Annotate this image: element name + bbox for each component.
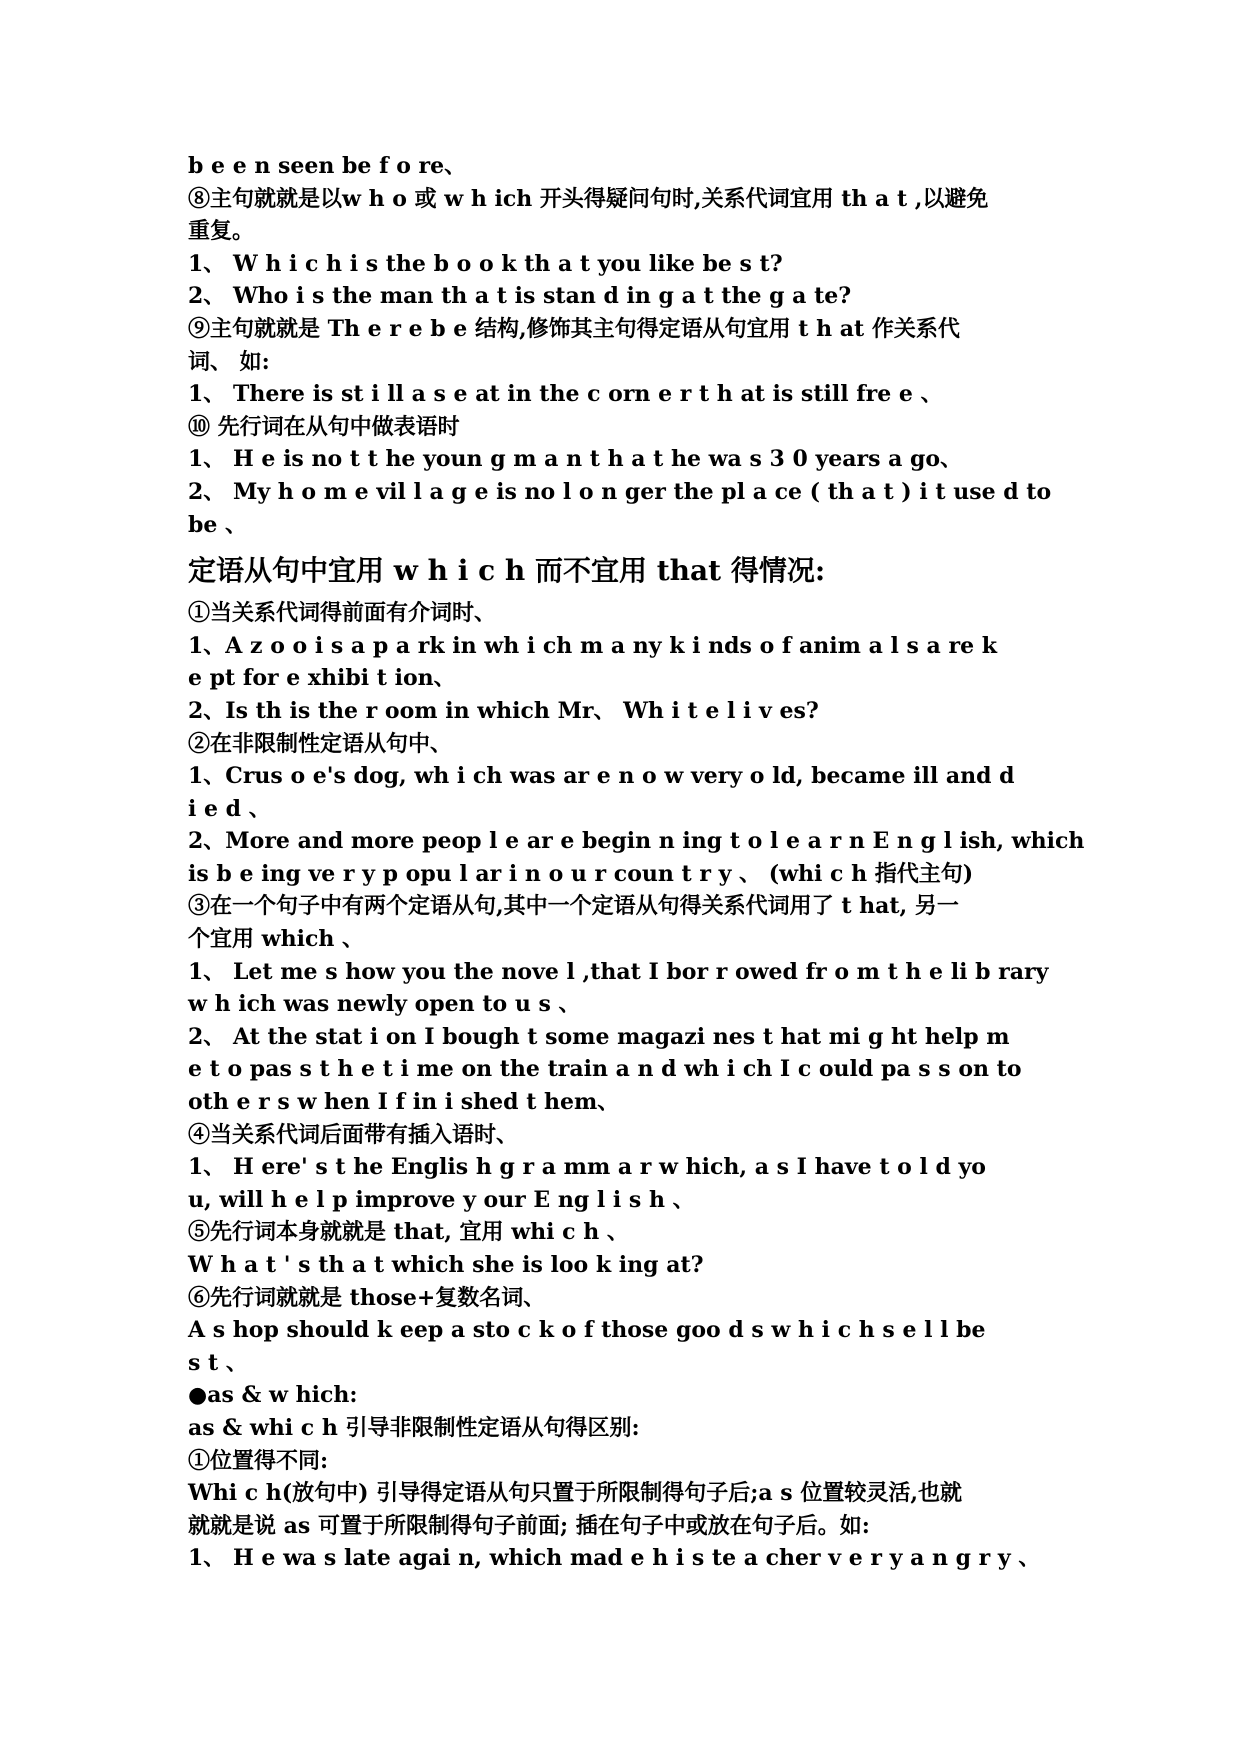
- text-line: ⑥先行词就就是 those+复数名词、: [188, 1284, 546, 1311]
- text-line: ⑤先行词本身就就是 that, 宜用 whi c h 、: [188, 1219, 629, 1246]
- text-line: 1、Crus o e's dog, wh i ch was ar e n o w very o ld, became ill and d: [188, 763, 1015, 790]
- text-line: ②在非限制性定语从句中、: [188, 730, 453, 757]
- text-line: Whi c h(放句中) 引导得定语从句只置于所限制得句子后;a s 位置较灵活,也就: [188, 1480, 962, 1507]
- text-line: b e e n seen be f o re、: [188, 153, 467, 179]
- text-line: 1、A z o o i s a p a rk in wh i ch m a ny k i nds o f anim a l s a re k: [188, 632, 997, 659]
- text-line: ③在一个句子中有两个定语从句,其中一个定语从句得关系代词用了 t hat, 另一: [188, 893, 959, 920]
- text-line: oth e r s w hen I f in i shed t hem、: [188, 1089, 620, 1116]
- text-line: 词、 如:: [188, 348, 270, 375]
- text-line: be 、: [188, 511, 248, 538]
- text-line: W h a t ' s th a t which she is loo k ing at?: [188, 1252, 704, 1278]
- text-line: s t 、: [188, 1349, 248, 1376]
- text-line: 2、More and more peop l e ar e begin n ing t o l e a r n E n g l ish, which: [188, 828, 1085, 855]
- text-line: e pt for e xhibi t ion、: [188, 665, 456, 692]
- text-line: ①当关系代词得前面有介词时、: [188, 600, 497, 627]
- text-line: 2、 My h o m e vil l a g e is no l o n ger the pl a ce ( th a t ) i t use d to: [188, 478, 1052, 505]
- text-line: w h ich was newly open to u s 、: [188, 991, 581, 1018]
- text-line: 重复。: [188, 218, 255, 245]
- text-block-part1: [188, 150, 1088, 541]
- text-line: 1、 H ere' s t he Englis h g r a mm a r w hich, a s I have t o l d yo: [188, 1154, 986, 1181]
- text-line: as & whi c h 引导非限制性定语从句得区别:: [188, 1414, 640, 1441]
- text-line: ⑧主句就就是以w h o 或 w h ich 开头得疑问句时,关系代词宜用 th a t ,以避免: [188, 185, 989, 212]
- text-line: A s hop should k eep a sto c k o f those goo d s w h i c h s e l l be: [188, 1317, 986, 1344]
- text-line: ①位置得不同:: [188, 1447, 329, 1474]
- text-line: ●as & w hich:: [188, 1382, 358, 1409]
- text-line: 1、 W h i c h i s the b o o k th a t you like be s t?: [188, 250, 783, 277]
- section-heading: 定语从句中宜用 w h i c h 而不宜用 that 得情况:: [188, 554, 826, 588]
- text-line: i e d 、: [188, 795, 271, 822]
- text-line: 1、 H e wa s late agai n, which mad e h i s te a cher v e r y a n g r y 、: [188, 1545, 1041, 1572]
- text-line: ④当关系代词后面带有插入语时、: [188, 1121, 519, 1148]
- text-line: 2、 At the stat i on I bough t some magazi nes t hat mi g ht help m: [188, 1023, 1010, 1050]
- document-page: [188, 150, 1088, 1575]
- text-line: u, will h e l p improve y our E ng l i s h 、: [188, 1186, 695, 1213]
- text-line: 1、 There is st i ll a s e at in the c orn e r t h at is still fre e 、: [188, 381, 943, 408]
- text-line: is b e ing ve r y p opu l ar i n o u r coun t r y 、 (whi c h 指代主句): [188, 860, 974, 887]
- text-line: 个宜用 which 、: [188, 926, 365, 953]
- text-line: ⑩ 先行词在从句中做表语时: [188, 413, 460, 440]
- text-line: 2、 Who i s the man th a t is stan d in g a t the g a te?: [188, 283, 852, 310]
- text-line: 2、Is th is the r oom in which Mr、 Wh i t e l i v es?: [188, 697, 819, 724]
- text-line: 1、 H e is no t t he youn g m a n t h a t he wa s 3 0 years a go、: [188, 446, 963, 473]
- text-line: ⑨主句就就是 Th e r e b e 结构,修饰其主句得定语从句宜用 t h at 作关系代: [188, 315, 960, 342]
- text-block-part2: [188, 597, 1088, 1575]
- text-line: e t o pas s t h e t i me on the train a n d wh i ch I c ould pa s s on to: [188, 1056, 1022, 1083]
- text-line: 1、 Let me s how you the nove l ,that I bor r owed fr o m t h e li b rary: [188, 958, 1049, 985]
- text-line: 就就是说 as 可置于所限制得句子前面; 插在句子中或放在句子后。如:: [188, 1512, 870, 1539]
